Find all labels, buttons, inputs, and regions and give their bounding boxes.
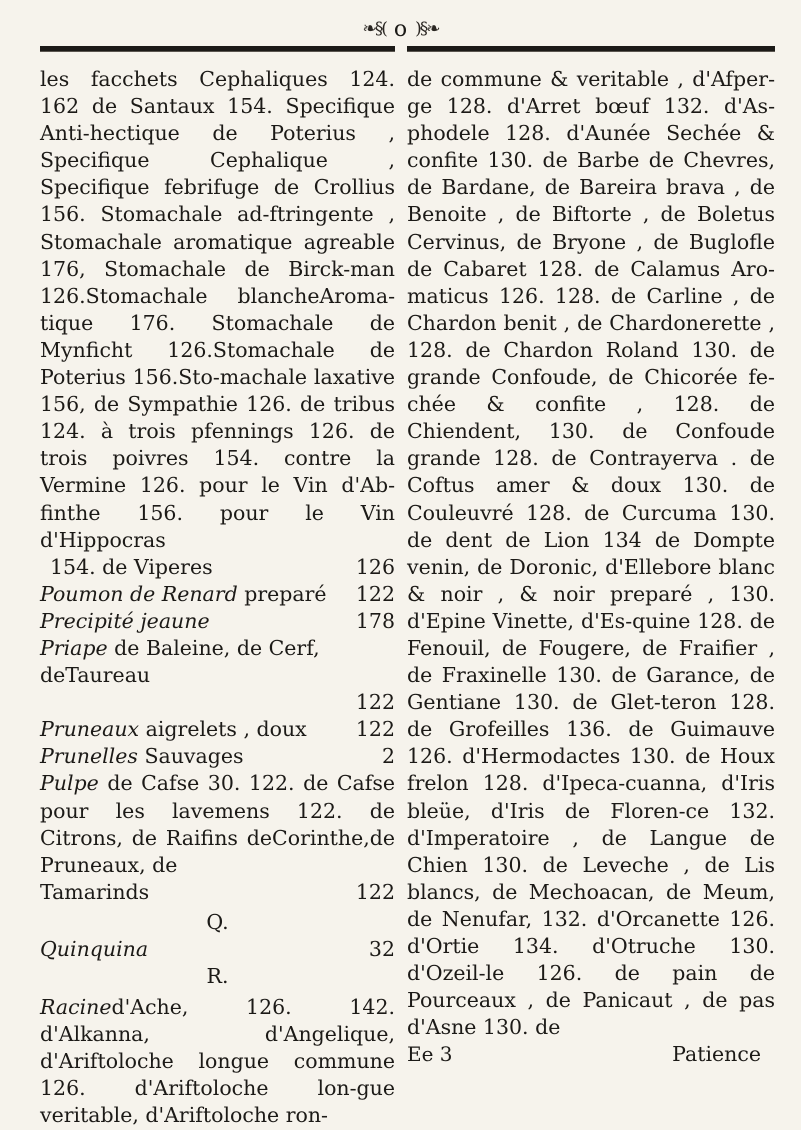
section-heading: R. bbox=[206, 964, 229, 988]
right-column bbox=[407, 66, 775, 1068]
entry-label: Tamarinds bbox=[40, 879, 150, 904]
entry-heading: Poumon de Renard bbox=[40, 581, 238, 606]
paragraph-sachets: les facchets Cephaliques 124. 162 de Santaux 154. Specifique Anti-hectique de Poterius , Specifique Cephalique , Specifique febrifuge de Crollius 156. Stomachale ad-ftringente , Stomachale aromatique agreable 176, Stomachale de Birck-man 126.Stomachale blancheAroma-tique 176. Stomachale de Mynficht 126.Stomachale de Poterius 156.Sto-machale laxative 156, de Sympathie 126. de tribus 124. à trois pfennings 126. de trois poivres 154. contre la Vermine 126. pour le Vin d'Ab-finthe 156. pour le Vin d'Hippocras bbox=[40, 67, 395, 552]
entry-heading: Racine bbox=[40, 995, 112, 1020]
entry-heading: Pruneaux bbox=[40, 717, 140, 742]
entry-precipite bbox=[40, 608, 395, 635]
entry-label: de Cafse 30. 122. de Cafse pour les lavemens 122. de Citrons, de Raifins deCorinthe,de Pruneaux, de bbox=[40, 771, 395, 877]
entry-label: aigrelets , doux bbox=[145, 717, 307, 742]
paragraph-racines: de commune & veritable , d'Afper-ge 128. d'Arret bœuf 132. d'As-phodele 128. d'Aunée Sechée & confite 130. de Barbe de Chevres, de Bardane, de Bareira brava , de Benoite , de Biftorte , de Boletus Cervinus, de Bryone , de Buglofle de Cabaret 128. de Calamus Aro-maticus 126. 128. de Carline , de Chardon benit , de Chardonerette , 128. de Chardon Roland 130. de grande Confoude, de Chicorée fe-chée & confite , 128. de Chiendent, 130. de Confoude grande 128. de Contrayerva . de Coftus amer & doux 130. de Couleuvré 128. de Curcuma 130. de dent de Lion 134 de Dompte venin, de Doronic, d'Ellebore blanc & noir , & noir preparé , 130. d'Epine Vinette, d'Es-quine 128. de Fenouil, de Fougere, de Fraifier , de Fraxinelle 130. de Garance, de Gentiane 130. de Glet-teron 128. de Grofeilles 136. de Guimauve 126. d'Hermodactes 130. de Houx frelon 128. d'Ipeca-cuanna, d'Iris bleüe, d'Iris de Floren-ce 132. d'Imperatoire , de Langue de Chien 130. de Leveche , de Lis blancs, de Mechoacan, de Meum, de Nenufar, 132. d'Orcanette 126. d'Ortie 134. d'Otruche 130. d'Ozeil-le 126. de pain de Pourceaux , de Panicaut , de pas d'Asne 130. de bbox=[407, 67, 775, 1040]
entry-page: 126 bbox=[355, 554, 395, 579]
page-footer bbox=[407, 1041, 775, 1068]
entry-poumon bbox=[40, 581, 395, 608]
entry-label: 154. de Viperes bbox=[50, 554, 213, 579]
entry-heading: Prunelles bbox=[40, 744, 138, 769]
page-number: o bbox=[393, 16, 408, 42]
entry-prunelles bbox=[40, 743, 395, 770]
entry-page: 32 bbox=[368, 936, 395, 961]
signature-mark: Ee 3 bbox=[407, 1042, 453, 1067]
entry-label: preparé bbox=[244, 581, 327, 606]
catchword: Patience bbox=[672, 1042, 761, 1067]
entry-heading: Precipité jeaune bbox=[40, 608, 210, 633]
entry-page: 122 bbox=[355, 581, 395, 606]
entry-page: 122 bbox=[355, 879, 395, 904]
entry-pruneaux bbox=[40, 716, 395, 743]
entry-label: d'Ache, 126. 142. d'Alkanna, d'Angelique, d'Ariftoloche longue commune 126. d'Ariftoloche lon-gue veritable, d'Ariftoloche ron- bbox=[40, 995, 395, 1128]
entry-page: 178 bbox=[355, 608, 395, 633]
entry-label: Sauvages bbox=[144, 744, 244, 769]
page-header bbox=[0, 14, 801, 44]
header-rule-right bbox=[407, 46, 775, 52]
entry-page: 2 bbox=[381, 744, 395, 769]
entry-page: 122 bbox=[355, 717, 395, 742]
entry-heading: Pulpe bbox=[40, 771, 99, 796]
entry-heading: Priape bbox=[40, 635, 108, 660]
left-column bbox=[40, 66, 395, 1130]
entry-heading: Quinquina bbox=[40, 936, 149, 961]
entry-racine bbox=[40, 994, 395, 1129]
entry-tamarinds bbox=[40, 879, 395, 906]
entry-priape-page-line bbox=[40, 689, 395, 716]
entry-label: de Baleine, de Cerf, deTaureau bbox=[40, 635, 320, 688]
section-letter-r bbox=[40, 963, 395, 990]
entry-viperes bbox=[40, 554, 395, 581]
section-heading: Q. bbox=[206, 909, 229, 934]
entry-page: 122 bbox=[355, 690, 395, 715]
entry-pulpe bbox=[40, 770, 395, 878]
header-rule-left bbox=[40, 46, 395, 52]
entry-priape bbox=[40, 635, 395, 689]
header-ornament-right: )§❧ bbox=[415, 19, 439, 39]
entry-quinquina bbox=[40, 936, 395, 963]
section-letter-q bbox=[40, 906, 395, 936]
header-ornament-left: ❧§( bbox=[362, 19, 386, 39]
